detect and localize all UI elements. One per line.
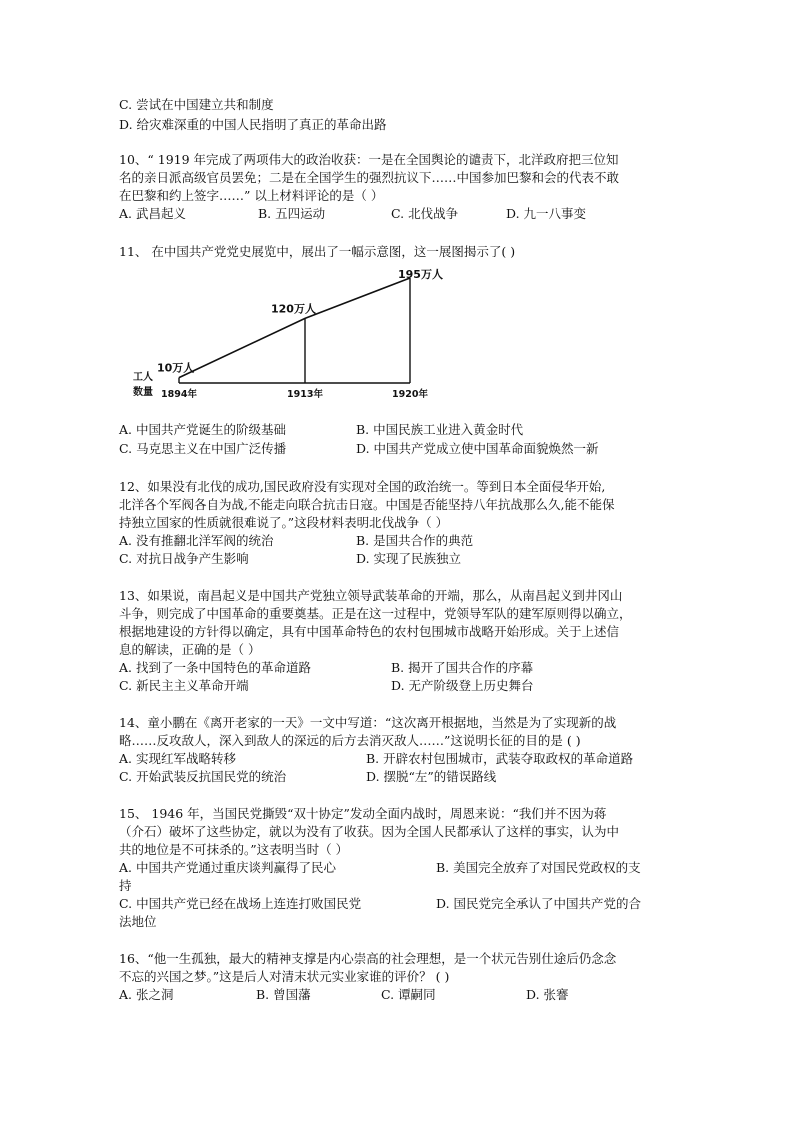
worker-count-chart (127, 268, 443, 408)
q12-stem-line2: 北洋各个军阀各自为战,不能走向联合抗击日寇。中国是否能坚持八年抗战那么久,能不能保 (119, 497, 615, 512)
q13-stem-line1: 13、如果说，南昌起义是中国共产党独立领导武装革命的开端，那么，从南昌起义到井冈山 (119, 588, 623, 603)
q12-stem-line1: 12、如果没有北伐的成功,国民政府没有实现对全国的政治统一。等到日本全面侵华开始, (119, 479, 606, 494)
q14-option-b: B. 开辟农村包围城市，武装夺取政权的革命道路 (366, 751, 634, 766)
q11-option-d: D. 中国共产党成立使中国革命面貌焕然一新 (356, 441, 599, 456)
chart-x-tick-label: 1913年 (287, 389, 323, 400)
q10-option-b: B. 五四运动 (258, 206, 326, 221)
q12-option-d: D. 实现了民族独立 (356, 551, 462, 566)
q15-option-d: D. 国民党完全承认了中国共产党的合 (436, 896, 642, 911)
q15-stem-line2: （介石）破坏了这些协定，就以为没有了收获。因为全国人民都承认了这样的事实，认为中 (119, 824, 620, 839)
q15-option-d-cont: 法地位 (119, 914, 157, 929)
chart-series-line (179, 278, 410, 378)
q13-option-b: B. 揭开了国共合作的序幕 (391, 660, 534, 675)
q9-option-c: C. 尝试在中国建立共和制度 (119, 97, 274, 112)
chart-x-tick-label: 1894年 (161, 389, 197, 400)
q14-stem-line2: 略……反攻敌人，深入到敌人的深远的后方去消灭敌人……”这说明长征的目的是 ( ) (119, 733, 581, 748)
q10-stem-line2: 名的亲日派高级官员罢免；二是在全国学生的强烈抗议下……中国参加巴黎和会的代表不敢 (119, 170, 620, 185)
q14-stem-line1: 14、童小鹏在《离开老家的一天》一文中写道：“这次离开根据地，当然是为了实现新的战 (119, 715, 617, 730)
q13-option-d: D. 无产阶级登上历史舞台 (391, 678, 534, 693)
q12-option-c: C. 对抗日战争产生影响 (119, 551, 249, 566)
chart-ylabel: 工人 (133, 372, 153, 383)
q14-option-a: A. 实现红军战略转移 (119, 751, 236, 766)
q14-option-d: D. 摆脱“左”的错误路线 (366, 769, 497, 784)
q10-stem-line1: 10、“ 1919 年完成了两项伟大的政治收获：一是在全国舆论的谴责下，北洋政府把三位知 (119, 152, 619, 167)
q13-stem-line4: 息的解读，正确的是（ ） (119, 642, 261, 657)
q15-option-b: B. 美国完全放弃了对国民党政权的支 (436, 860, 641, 875)
chart-point-label: 10万人 (157, 361, 195, 375)
q16-option-a: A. 张之洞 (119, 987, 174, 1002)
q11-option-b: B. 中国民族工业进入黄金时代 (356, 422, 524, 437)
q15-option-a: A. 中国共产党通过重庆谈判赢得了民心 (119, 860, 336, 875)
q13-option-c: C. 新民主主义革命开端 (119, 678, 249, 693)
q10-option-c: C. 北伐战争 (391, 206, 459, 221)
q12-option-a: A. 没有推翻北洋军阀的统治 (119, 533, 274, 548)
q16-option-d: D. 张謇 (526, 987, 569, 1002)
q13-stem-line2: 斗争，则完成了中国革命的重要奠基。正是在这一过程中，党领导军队的建军原则得以确立， (119, 606, 632, 621)
q13-stem-line3: 根据地建设的方针得以确定，具有中国革命特色的农村包围城市战略开始形成。关于上述信 (119, 624, 620, 639)
q10-option-a: A. 武昌起义 (119, 206, 186, 221)
q10-option-d: D. 九一八事变 (506, 206, 587, 221)
q16-option-c: C. 谭嗣同 (381, 987, 436, 1002)
chart-ylabel: 数量 (133, 387, 153, 398)
q11-option-a: A. 中国共产党诞生的阶级基础 (119, 422, 286, 437)
q10-stem-line3: 在巴黎和约上签字……” 以上材料评论的是（ ） (119, 188, 384, 203)
q16-option-b: B. 曾国藩 (256, 987, 311, 1002)
q15-option-b-cont: 持 (119, 878, 132, 893)
q12-stem-line3: 持独立国家的性质就很难说了。”这段材料表明北伐战争（ ） (119, 515, 449, 530)
q16-stem-line1: 16、“他一生孤独，最大的精神支撑是内心崇高的社会理想，是一个状元告别仕途后仍念念 (119, 951, 617, 966)
q9-option-d: D. 给灾难深重的中国人民指明了真正的革命出路 (119, 117, 387, 132)
q15-stem-line1: 15、 1946 年，当国民党撕毁“双十协定”发动全面内战时，周恩来说：“我们并不因为蒋 (119, 806, 607, 821)
chart-point-label: 120万人 (271, 302, 316, 316)
chart-point-label: 195万人 (398, 268, 443, 281)
q13-option-a: A. 找到了一条中国特色的革命道路 (119, 660, 311, 675)
q15-option-c: C. 中国共产党已经在战场上连连打败国民党 (119, 896, 362, 911)
q11-stem: 11、 在中国共产党党史展览中，展出了一幅示意图，这一展图揭示了( ) (119, 244, 516, 259)
q16-stem-line2: 不忘的兴国之梦。”这是后人对清末状元实业家谁的评价？ ( ) (119, 969, 450, 984)
q12-option-b: B. 是国共合作的典范 (356, 533, 474, 548)
q11-option-c: C. 马克思主义在中国广泛传播 (119, 441, 287, 456)
q14-option-c: C. 开始武装反抗国民党的统治 (119, 769, 287, 784)
q15-stem-line3: 共的地位是不可抹杀的。”这表明当时（ ） (119, 842, 349, 857)
chart-x-tick-label: 1920年 (392, 389, 428, 400)
